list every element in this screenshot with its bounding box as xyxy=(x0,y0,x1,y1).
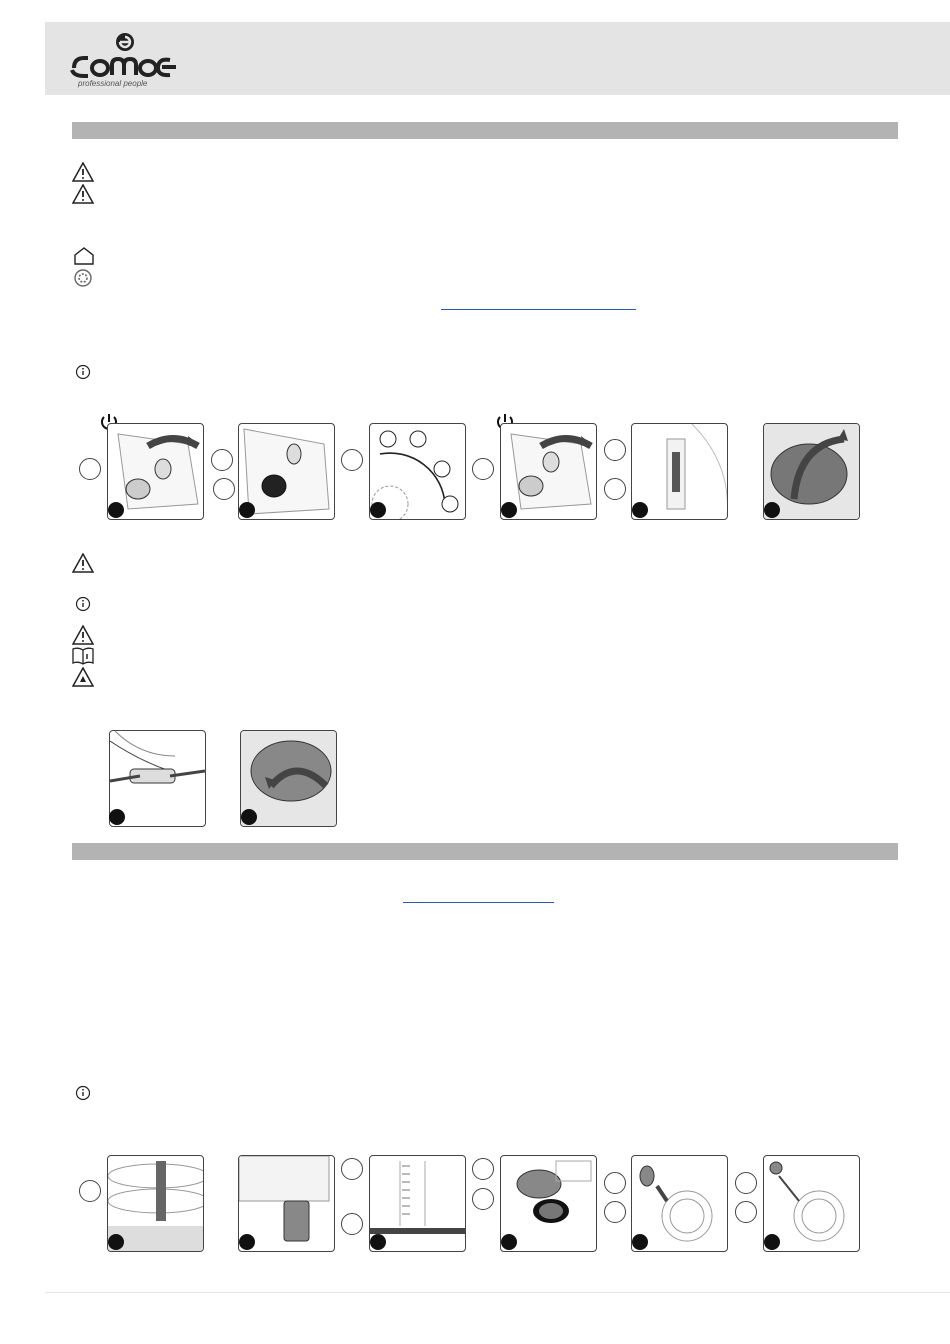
warning-icon xyxy=(72,553,94,573)
step-marker xyxy=(108,502,124,518)
callout-marker xyxy=(604,478,626,500)
step-marker xyxy=(370,1234,386,1250)
info-icon xyxy=(74,363,96,383)
callout-marker xyxy=(341,1158,363,1180)
warning-icon xyxy=(72,625,94,645)
hyperlink-underline[interactable] xyxy=(441,309,636,310)
warning-icon xyxy=(72,162,94,182)
step-marker xyxy=(632,1234,648,1250)
step-marker xyxy=(501,502,517,518)
callout-marker xyxy=(472,1188,494,1210)
step-marker xyxy=(764,502,780,518)
step-marker xyxy=(108,1234,124,1250)
manual-book-icon xyxy=(72,646,94,666)
callout-marker xyxy=(79,1180,101,1202)
warning-icon xyxy=(72,184,94,204)
home-icon xyxy=(73,246,95,266)
callout-marker xyxy=(735,1201,757,1223)
footer-divider xyxy=(45,1292,950,1293)
step-marker xyxy=(239,502,255,518)
callout-marker xyxy=(341,1213,363,1235)
hyperlink-underline[interactable] xyxy=(403,902,554,903)
callout-marker xyxy=(472,458,494,480)
step-marker xyxy=(109,809,125,825)
section-header-bar xyxy=(72,843,898,860)
info-icon xyxy=(74,1084,96,1104)
step-marker xyxy=(370,502,386,518)
callout-marker xyxy=(604,1201,626,1223)
brand-tagline: professional people xyxy=(78,79,148,88)
hazard-hand-icon xyxy=(72,667,94,687)
callout-marker xyxy=(604,1172,626,1194)
step-marker xyxy=(239,1234,255,1250)
step-marker xyxy=(501,1234,517,1250)
callout-marker xyxy=(79,458,101,480)
callout-marker xyxy=(472,1158,494,1180)
settings-icon xyxy=(73,268,95,288)
callout-marker xyxy=(735,1172,757,1194)
info-icon xyxy=(74,595,96,615)
step-marker xyxy=(632,502,648,518)
step-marker xyxy=(764,1234,780,1250)
callout-marker xyxy=(341,449,363,471)
callout-marker xyxy=(213,478,235,500)
callout-marker xyxy=(604,439,626,461)
section-header-bar xyxy=(72,122,898,139)
callout-marker xyxy=(211,449,233,471)
step-marker xyxy=(241,809,257,825)
